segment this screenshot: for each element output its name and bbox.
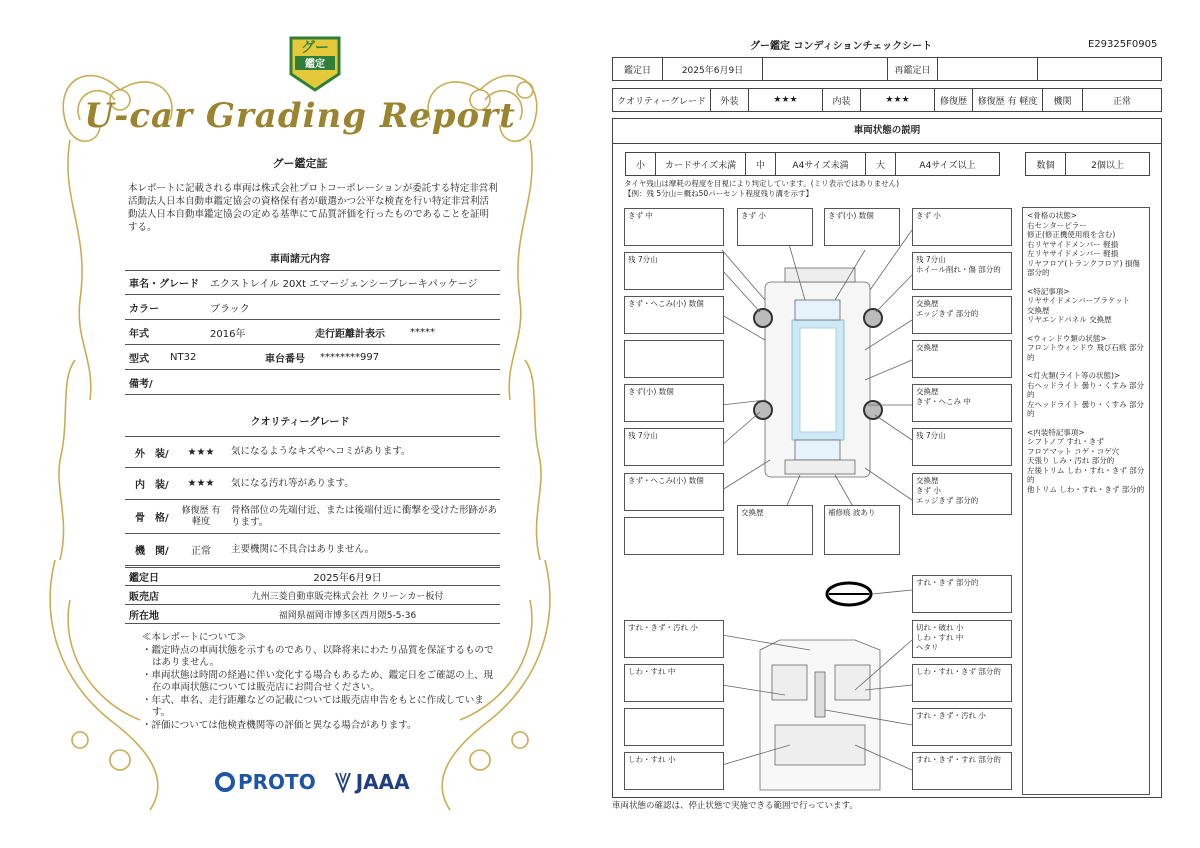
grade-row (125, 534, 500, 566)
exterior-label: 外装 (711, 89, 749, 112)
spec-label: 走行距離計表示 (315, 328, 385, 340)
condition-box: きず 小 (912, 208, 1012, 246)
condition-box: 残 7分山 (912, 428, 1012, 466)
spec-label: カラー (129, 303, 159, 315)
grade-description: 主要機関に不具合はありません。 (231, 543, 375, 555)
vehicle-spec-table (125, 270, 500, 395)
condition-box: きず(小) 数個 (824, 208, 900, 246)
date-value: 2025年6月9日 (663, 58, 763, 81)
condition-box: きず(小) 数個 (624, 384, 724, 422)
grade-label: 骨 格/ (135, 513, 169, 524)
info-row-shop (125, 586, 500, 605)
report-script-title: U-car Grading Report (84, 96, 516, 136)
legend-mid-desc: A4サイズ未満 (776, 153, 866, 176)
dealer-info-table (125, 567, 500, 624)
condition-box-empty (624, 517, 724, 555)
condition-box (624, 340, 724, 378)
info-label: 販売店 (129, 591, 159, 603)
grade-value: ★★★ (187, 478, 215, 489)
grade-label: 内 装/ (135, 480, 169, 491)
note-group: <骨格の状態> 右センターピラー 修正(修正機使用痕を含む) 右リヤサイドメンバー 軽損 左リヤサイドメンバー 軽損 リヤフロア(トランクフロア) 損傷 部分的 (1027, 211, 1140, 277)
spec-row-model (125, 345, 500, 370)
report-notes (140, 632, 500, 732)
condition-section-title: 車両状態の説明 (612, 118, 1162, 144)
grade-value: ★★★ (187, 446, 215, 458)
info-label: 所在地 (129, 610, 159, 622)
spec-value: ********997 (320, 351, 380, 363)
grade-label: 外 装/ (135, 448, 169, 460)
sheet-code: E29325F0905 (1088, 39, 1158, 50)
repair-label: 修復歴 (935, 89, 973, 112)
grade-value: 修復歴 有 軽度 (181, 505, 221, 527)
note-item: ・車両状態は時間の経過に伴い変化する場合もあるため、鑑定日をご確認の上、現在の車両状態については販売店にお問合せください。 (142, 669, 494, 693)
date-label: 鑑定日 (613, 58, 663, 81)
condition-box: 交換歴 きず 小 エッジきず 部分的 (912, 473, 1012, 515)
legend-small-desc: カードサイズ未満 (656, 153, 746, 176)
certificate-text: 本レポートに記載される車両は株式会社プロトコーポレーションが委託する特定非営利活動法人日本自動車鑑定協会の資格保有者が厳選かつ公平な検査を行い特定非営利活動法人日本自動車鑑定協会の定める基準にて品質評価を行ったものであることを証明する。 (128, 183, 498, 233)
interior-label: 内装 (823, 89, 861, 112)
grade-value: 正常 (191, 546, 211, 557)
grade-description: 気になる汚れ等があります。 (231, 477, 354, 489)
legend-large-desc: A4サイズ以上 (896, 153, 1000, 176)
info-value: 九州三菱自動車販売株式会社 クリーンカー板付 (251, 591, 444, 602)
grade-row (125, 436, 500, 468)
legend-count-desc: 2個以上 (1066, 153, 1150, 176)
spec-label: 車台番号 (265, 353, 305, 365)
condition-box: すれ・きず・汚れ 小 (912, 708, 1012, 746)
spec-value: エクストレイル 20Xt エマージェンシーブレーキパッケージ (210, 279, 478, 290)
spec-label: 型式 (129, 353, 149, 365)
spec-label: 車名・グレード (129, 279, 199, 290)
spec-section-title: 車両諸元内容 (270, 254, 330, 265)
grade-description: 骨格部位の先端付近、または後端付近に衝撃を受けた形跡があります。 (231, 504, 498, 528)
special-notes-panel (1022, 207, 1150, 795)
jaaa-mark-icon (334, 771, 352, 793)
condition-box (624, 708, 724, 746)
quality-grade-table (125, 436, 500, 566)
condition-box: 残 7分山 (624, 252, 724, 290)
info-row-address (125, 605, 500, 624)
spec-value: NT32 (170, 351, 197, 363)
note-group: <内装特記事項> シフトノブ すれ・きず フロアマット コゲ・コゲ穴 天張り しみ・汚れ 部分的 左後トリム しわ・すれ・きず 部分的 他トリム しわ・すれ・きず 部分的 (1027, 427, 1145, 494)
condition-box: きず 小 (737, 208, 813, 246)
goo-kantei-seal-logo (287, 32, 343, 94)
proto-logo: PROTO (215, 770, 316, 794)
spec-row-name (125, 270, 500, 295)
info-value: 2025年6月9日 (313, 573, 382, 584)
engine-value: 正常 (1083, 89, 1162, 112)
note-group: <灯火類(ライト等の状態)> 右ヘッドライト 曇り・くすみ 部分的 左ヘッドライト 曇り・くすみ 部分的 (1027, 371, 1145, 418)
spec-label: 年式 (129, 328, 149, 340)
grade-row (125, 500, 500, 534)
note-group: <特記事項> リヤサイドメンバーブラケット 交換歴 リヤエンドパネル 交換歴 (1027, 286, 1130, 324)
repair-value: 修復歴 有 軽度 (973, 89, 1043, 112)
condition-box: 交換歴 (737, 505, 813, 555)
condition-box: すれ・きず・汚れ 小 (624, 620, 724, 658)
proto-mark-icon (215, 772, 235, 792)
note-item: ・評価については他検査機関等の評価と異なる場合があります。 (142, 719, 417, 731)
info-row-date (125, 567, 500, 586)
condition-box: きず 中 (624, 208, 724, 246)
note-item: ・年式、車名、走行距離などの記載については販売店申告をもとに作成しています。 (142, 694, 484, 718)
condition-box: 交換歴 きず・へこみ 中 (912, 384, 1012, 422)
condition-box: 切れ・破れ 小 しわ・すれ 中 ヘタリ (912, 620, 1012, 658)
condition-box: すれ・きず・すれ 部分的 (912, 752, 1012, 790)
spec-row-year (125, 320, 500, 345)
info-value: 福岡県福岡市博多区西月隈5-5-36 (278, 610, 417, 621)
jaaa-logo: JAAA (334, 770, 410, 794)
condition-box: しわ・すれ 中 (624, 664, 724, 702)
condition-box: すれ・きず 部分的 (912, 575, 1012, 613)
notes-title: ≪本レポートについて≫ (142, 632, 247, 643)
sheet-title: グー鑑定 コンディションチェックシート (750, 41, 933, 52)
spec-value: 2016年 (210, 328, 246, 340)
engine-label: 機関 (1043, 89, 1083, 112)
legend-mid: 中 (746, 153, 776, 176)
tire-note-line: タイヤ残山は摩耗の程度を目視により判定しています。(ミリ表示ではありません) (624, 179, 900, 188)
condition-box: 残 7分山 ホイール削れ・傷 部分的 (912, 252, 1012, 290)
info-label: 鑑定日 (129, 573, 159, 584)
exterior-value: ★★★ (749, 89, 823, 112)
logo-bar (215, 770, 410, 794)
condition-box: 残 7分山 (624, 428, 724, 466)
redate-label: 再鑑定日 (888, 58, 938, 81)
legend-count: 数個 (1026, 153, 1066, 176)
grade-description: 気になるようなキズやヘコミがあります。 (231, 446, 411, 457)
interior-value: ★★★ (861, 89, 935, 112)
condition-box: 補修痕 波あり (824, 505, 900, 555)
footer-note: 車両状態の確認は、停止状態で実施できる範囲で行っています。 (612, 801, 858, 811)
legend-large: 大 (866, 153, 896, 176)
note-group: <ウィンドウ類の状態> フロントウィンドウ 飛び石痕 部分的 (1027, 333, 1144, 362)
grade-section-title: クオリティーグレード (250, 417, 350, 428)
condition-box: 交換歴 (912, 340, 1012, 378)
condition-box: きず・へこみ(小) 数個 (624, 296, 724, 334)
svg-text:鑑定: 鑑定 (305, 59, 325, 70)
legend-small: 小 (626, 153, 656, 176)
svg-text:グー: グー (301, 40, 329, 56)
note-item: ・鑑定時点の車両状態を示すものであり、以降将来にわたり品質を保証するものではありません。 (142, 644, 494, 668)
grade-label: 機 関/ (135, 546, 169, 557)
certificate-title: グー鑑定証 (272, 157, 328, 170)
condition-box: 交換歴 エッジきず 部分的 (912, 296, 1012, 334)
spec-row-remarks (125, 370, 500, 395)
quality-label: クオリティーグレード (613, 89, 711, 112)
spec-label: 備考/ (129, 378, 153, 390)
condition-box: しわ・すれ 小 (624, 752, 724, 790)
condition-check-sheet (600, 0, 1200, 848)
grade-row (125, 468, 500, 500)
condition-box: きず・へこみ(小) 数個 (624, 473, 724, 511)
condition-box: しわ・すれ・きず 部分的 (912, 664, 1012, 702)
spec-value: ***** (410, 326, 435, 338)
tire-note-line: 【例：残 5分山＝概ね50パーセント程度残り溝を示す】 (624, 189, 814, 198)
spec-value: ブラック (210, 303, 250, 315)
spec-row-color (125, 295, 500, 320)
